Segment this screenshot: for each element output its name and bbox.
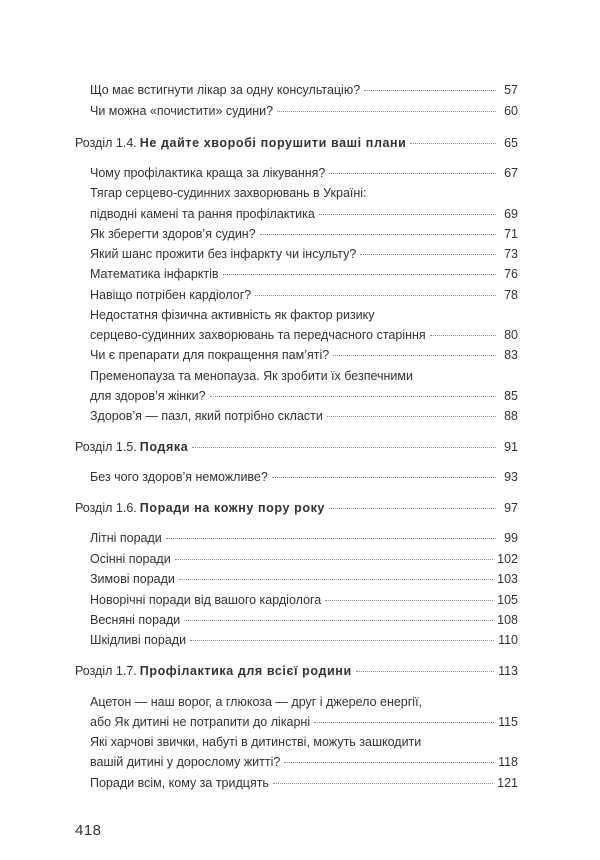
- toc-entry: [90, 467, 518, 487]
- toc-entry: [90, 325, 518, 345]
- toc-entry-title: для здоров’я жінки?: [90, 389, 206, 403]
- toc-entry-title: Весняні поради: [90, 613, 181, 627]
- toc-entry-page: 73: [504, 247, 518, 261]
- toc-entry: [90, 224, 518, 244]
- dot-leader: [430, 335, 496, 336]
- dot-leader: [325, 600, 493, 601]
- toc-entry-title: Чи є препарати для покращення пам’яті?: [90, 348, 330, 362]
- toc-entry-page: 60: [504, 104, 518, 118]
- toc-entry-page: 57: [504, 83, 518, 97]
- section-title: Профілактика для всієї родини: [139, 664, 352, 678]
- dot-leader: [273, 783, 493, 784]
- page-number: 418: [75, 822, 102, 839]
- dot-leader: [329, 173, 496, 174]
- dot-leader: [277, 111, 496, 112]
- section-page: 91: [504, 440, 518, 454]
- toc-entry: [90, 386, 518, 406]
- toc-entry-page: 93: [504, 470, 518, 484]
- toc-entry-title: вашій дитині у дорослому житті?: [90, 755, 281, 769]
- dot-leader: [329, 508, 496, 509]
- dot-leader: [364, 90, 496, 91]
- toc-entry-page: 108: [497, 613, 518, 627]
- section-page: 97: [504, 501, 518, 515]
- toc-entry-title-line1: Пременопауза та менопауза. Як зробити їх безпечними: [90, 369, 413, 383]
- section-number: Розділ 1.5.: [75, 440, 137, 454]
- toc-entry-title-line1: Які харчові звички, набуті в дитинстві, можуть зашкодити: [90, 735, 422, 749]
- toc-entry: [90, 712, 518, 732]
- toc-entry-title: Навіщо потрібен кардіолог?: [90, 288, 252, 302]
- toc-entry-title: Чому профілактика краща за лікування?: [90, 166, 326, 180]
- dot-leader: [284, 762, 494, 763]
- toc-entry-title: Здоров’я — пазл, який потрібно скласти: [90, 409, 323, 423]
- toc-entry-page: 99: [504, 531, 518, 545]
- toc-entry-title: підводні камені та рання профілактика: [90, 207, 315, 221]
- toc-entry-title: Чи можна «почистити» судини?: [90, 104, 274, 118]
- toc-entry-title: серцево-судинних захворювань та передчасного старіння: [90, 328, 426, 342]
- toc-entry-page: 69: [504, 207, 518, 221]
- toc-entry-title: Математика інфарктів: [90, 267, 219, 281]
- dot-leader: [333, 355, 496, 356]
- toc-entry: [90, 590, 518, 610]
- section-number: Розділ 1.6.: [75, 501, 137, 515]
- toc-entry-title: Новорічні поради від вашого кардіолога: [90, 593, 322, 607]
- toc-section-heading: [75, 133, 518, 153]
- dot-leader: [314, 722, 494, 723]
- toc-entry-title-line1: Недостатня фізична активність як фактор ризику: [90, 308, 375, 322]
- section-title: Поради на кожну пору року: [139, 501, 325, 515]
- dot-leader: [184, 620, 493, 621]
- dot-leader: [360, 254, 496, 255]
- toc-entry-title: або Як дитині не потрапити до лікарні: [90, 715, 311, 729]
- toc-entry: [90, 264, 518, 284]
- toc-section-heading: [75, 437, 518, 457]
- toc-entry: [90, 345, 518, 365]
- toc-entry-title: Осінні поради: [90, 552, 171, 566]
- dot-leader: [190, 640, 494, 641]
- toc-entry-title: Шкідливі поради: [90, 633, 187, 647]
- toc-entry-title: Поради всім, кому за тридцять: [90, 776, 269, 790]
- toc-entry-title: Літні поради: [90, 531, 162, 545]
- section-title: Не дайте хворобі порушити ваші плани: [139, 136, 407, 150]
- toc-entry-page: 85: [504, 389, 518, 403]
- dot-leader: [255, 295, 496, 296]
- toc-entry: [90, 244, 518, 264]
- toc-entry-page: 115: [498, 715, 518, 729]
- toc-entry: [90, 610, 518, 630]
- toc-entry: [90, 630, 518, 650]
- toc-entry: [90, 528, 518, 548]
- dot-leader: [410, 143, 496, 144]
- dot-leader: [356, 671, 494, 672]
- dot-leader: [210, 396, 496, 397]
- toc-entry-page: 76: [504, 267, 518, 281]
- section-title: Подяка: [139, 440, 189, 454]
- section-page: 113: [498, 664, 518, 678]
- toc-entry: [90, 204, 518, 224]
- dot-leader: [327, 416, 496, 417]
- dot-leader: [260, 234, 496, 235]
- toc-entry-page: 118: [498, 755, 518, 769]
- toc-entry-page: 103: [497, 572, 518, 586]
- dot-leader: [175, 559, 493, 560]
- dot-leader: [179, 579, 493, 580]
- toc-entry-page: 80: [504, 328, 518, 342]
- toc-section-heading: [75, 661, 518, 681]
- section-number: Розділ 1.7.: [75, 664, 137, 678]
- toc-entry-title: Як зберегти здоров’я судин?: [90, 227, 256, 241]
- toc-entry: [90, 101, 518, 121]
- toc-entry: [90, 285, 518, 305]
- toc-entry-page: 88: [504, 409, 518, 423]
- toc-entry: [90, 549, 518, 569]
- section-number: Розділ 1.4.: [75, 136, 137, 150]
- toc-entry-title: Зимові поради: [90, 572, 175, 586]
- toc-entry: [90, 752, 518, 772]
- section-page: 65: [504, 136, 518, 150]
- toc-entry-title: Який шанс прожити без інфаркту чи інсульту?: [90, 247, 357, 261]
- toc-entry-page: 121: [497, 776, 518, 790]
- toc-section-heading: [75, 498, 518, 518]
- toc-entry-page: 83: [504, 348, 518, 362]
- toc-entry-title: Без чого здоров’я неможливе?: [90, 470, 268, 484]
- dot-leader: [319, 214, 496, 215]
- dot-leader: [272, 477, 496, 478]
- toc-entry-page: 67: [504, 166, 518, 180]
- toc-entry-page: 105: [497, 593, 518, 607]
- toc-entry: [90, 773, 518, 793]
- toc-entry-page: 110: [498, 633, 518, 647]
- toc-entry: [90, 163, 518, 183]
- toc-entry-title-line1: Тягар серцево-судинних захворювань в Україні:: [90, 186, 367, 200]
- dot-leader: [166, 538, 496, 539]
- toc-entry: [90, 569, 518, 589]
- toc-entry-title: Що має встигнути лікар за одну консультацію?: [90, 83, 361, 97]
- toc-entry-page: 71: [504, 227, 518, 241]
- toc-entry-page: 78: [504, 288, 518, 302]
- toc-entry: [90, 406, 518, 426]
- toc-entry-title-line1: Ацетон — наш ворог, а глюкоза — друг і джерело енергії,: [90, 695, 423, 709]
- dot-leader: [223, 274, 496, 275]
- toc-entry: [90, 80, 518, 100]
- toc-entry-page: 102: [497, 552, 518, 566]
- dot-leader: [192, 447, 496, 448]
